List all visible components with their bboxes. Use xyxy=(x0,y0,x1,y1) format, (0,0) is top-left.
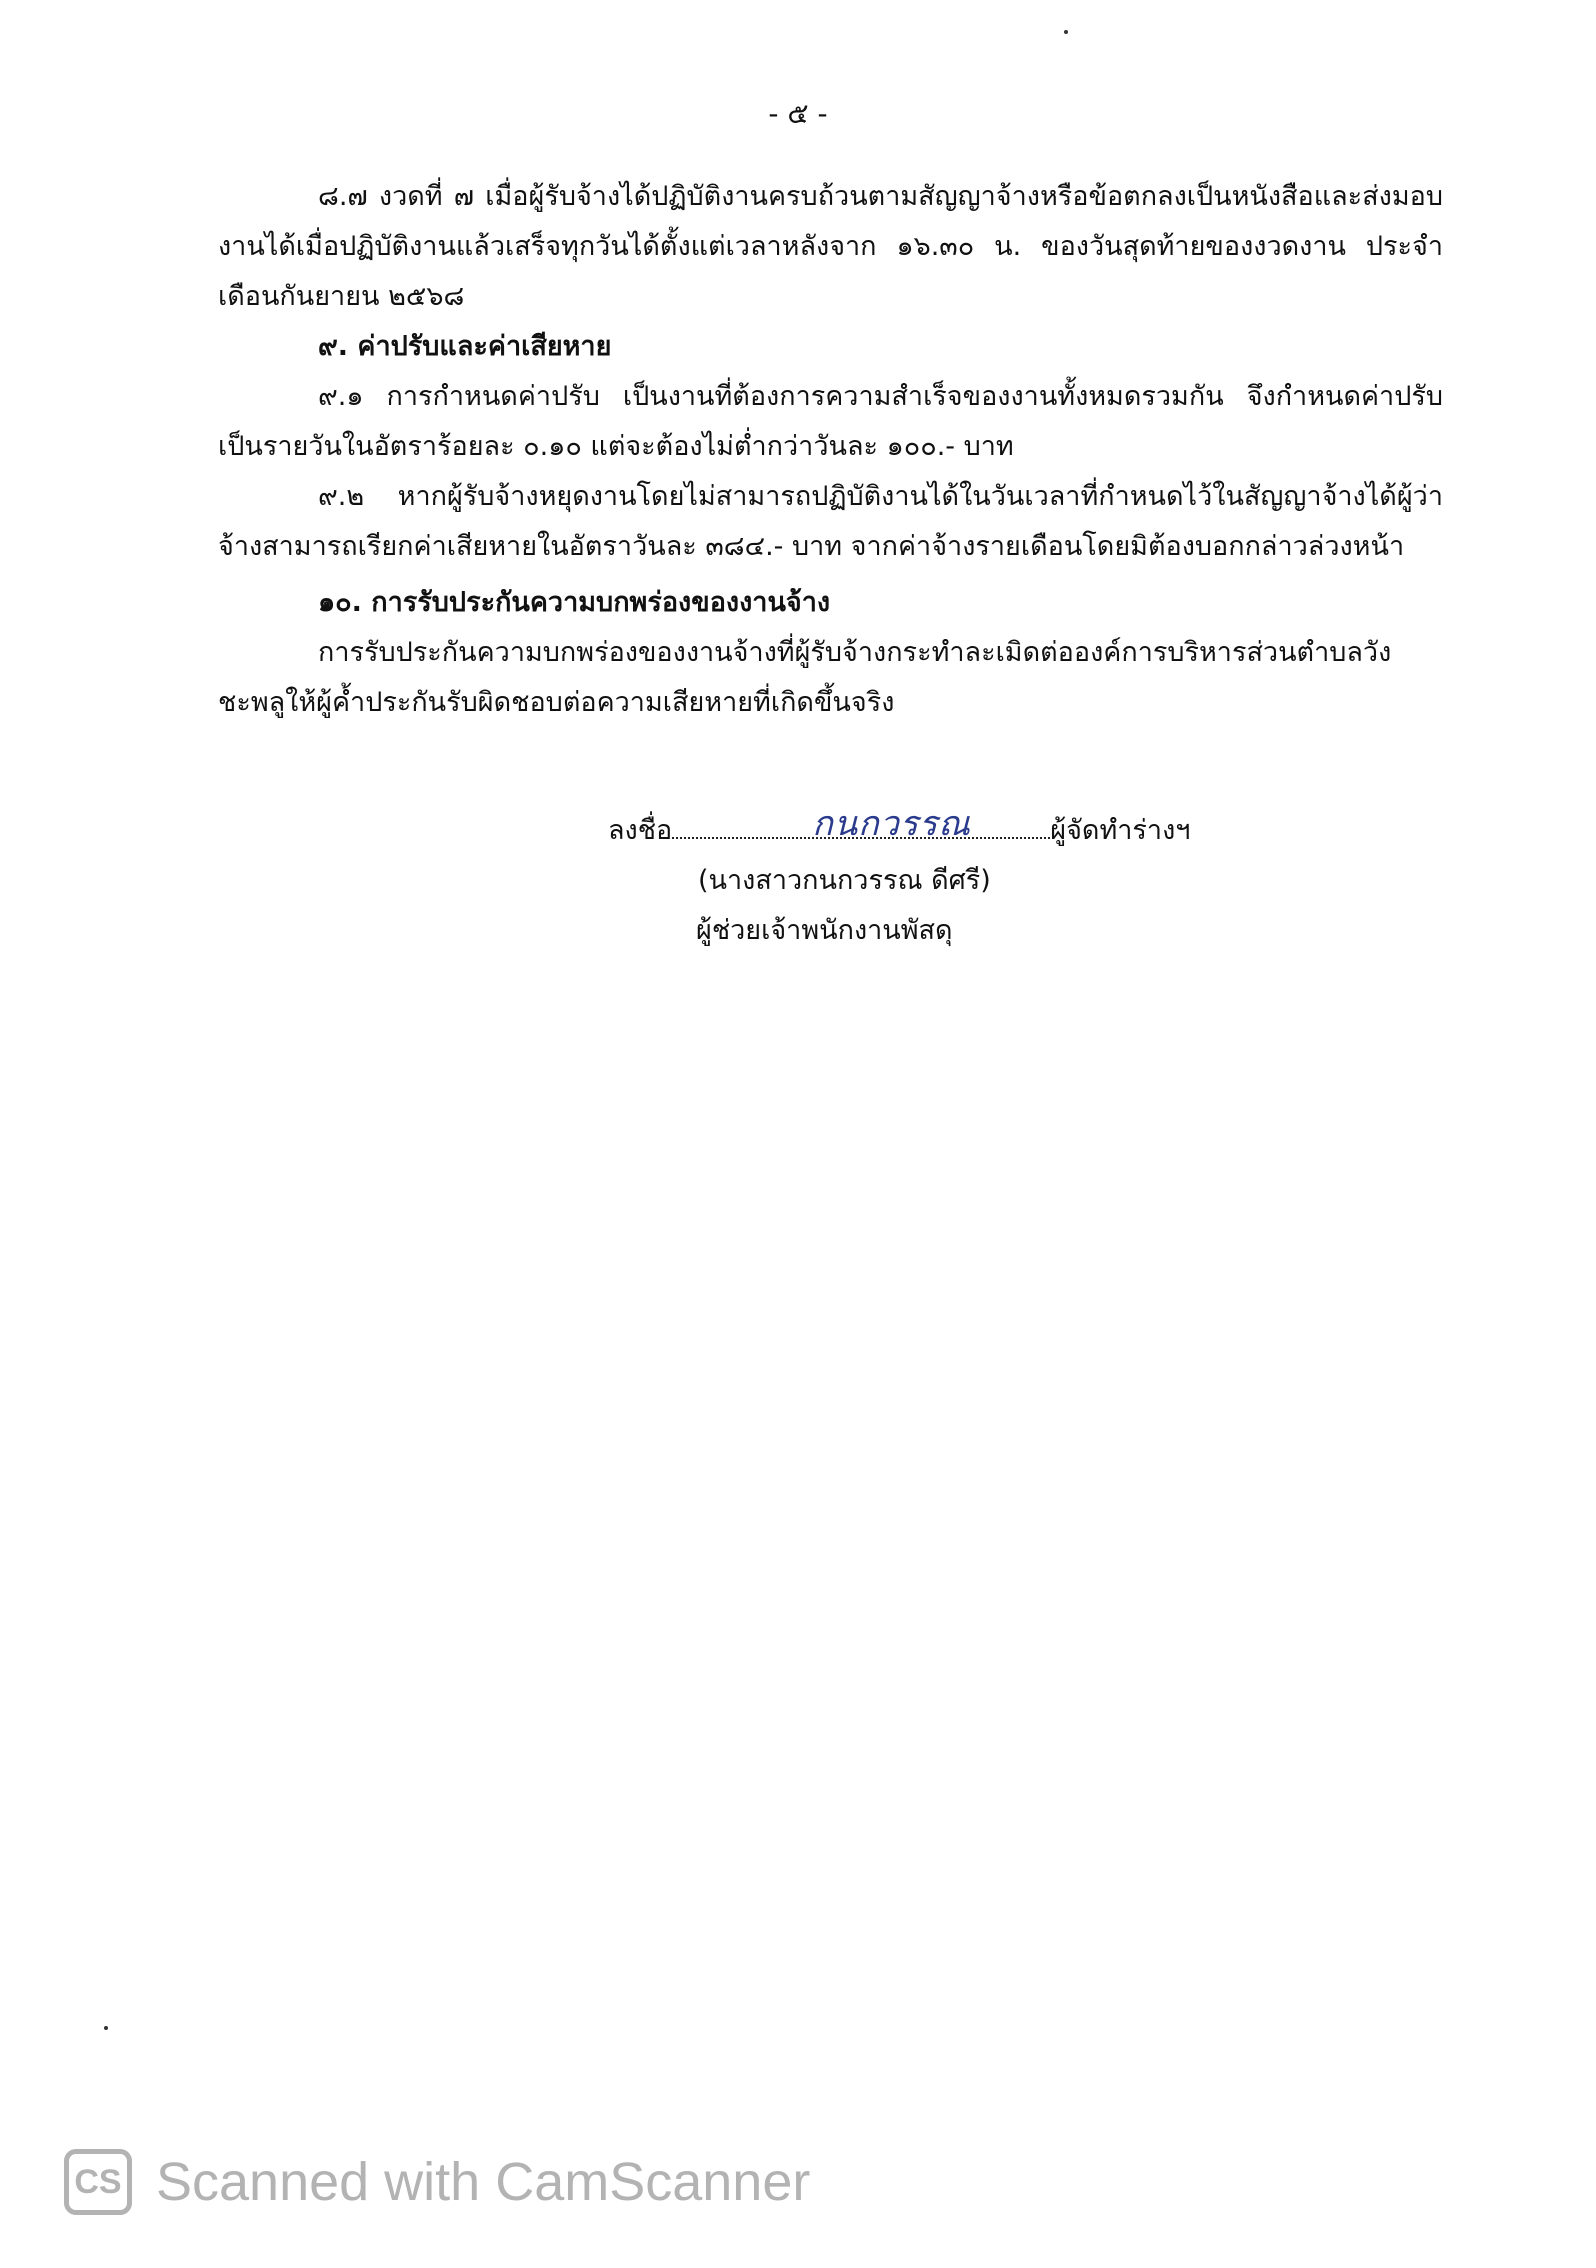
signer-name: (นางสาวกนกวรรณ ดีศรี) xyxy=(698,865,991,896)
signature-dotted-line xyxy=(672,804,1050,844)
signature-line xyxy=(608,804,1191,856)
camscanner-text: Scanned with CamScanner xyxy=(156,2152,811,2212)
scan-speck xyxy=(1064,30,1068,34)
clause-8-7: ๘.๗ งวดที่ ๗ เมื่อผู้รับจ้างได้ปฏิบัติงานครบถ้วนตามสัญญาจ้างหรือข้อตกลงเป็นหนังสือและส่งมอบงานได้เมื่อปฏิบัติงานแล้วเสร็จทุกวันได้ตั้งแต่เวลาหลังจาก ๑๖.๓๐ น. ของวันสุดท้ายของงวดงาน ประจำเดือนกันยายน ๒๕๖๘ xyxy=(218,181,1443,312)
clause-9-2: ๙.๒ หากผู้รับจ้างหยุดงานโดยไม่สามารถปฏิบัติงานได้ในวันเวลาที่กำหนดไว้ในสัญญาจ้างได้ผู้ว่าจ้างสามารถเรียกค่าเสียหายในอัตราวันละ ๓๘๔.- บาท จากค่าจ้างรายเดือนโดยมิต้องบอกกล่าวล่วงหน้า xyxy=(218,481,1443,562)
signer-title: ผู้ช่วยเจ้าพนักงานพัสดุ xyxy=(696,915,953,946)
document-body xyxy=(218,172,1443,728)
camscanner-logo-icon: CS xyxy=(64,2149,132,2215)
signature-block xyxy=(608,804,1191,956)
scan-speck xyxy=(104,2026,108,2030)
clause-9-1: ๙.๑ การกำหนดค่าปรับ เป็นงานที่ต้องการความสำเร็จของงานทั้งหมดรวมกัน จึงกำหนดค่าปรับเป็นรายวันในอัตราร้อยละ ๐.๑๐ แต่จะต้องไม่ต่ำกว่าวันละ ๑๐๐.- บาท xyxy=(218,381,1443,462)
clause-10-body: การรับประกันความบกพร่องของงานจ้างที่ผู้รับจ้างกระทำละเมิดต่อองค์การบริหารส่วนตำบลวังชะพลูให้ผู้ค้ำประกันรับผิดชอบต่อความเสียหายที่เกิดขึ้นจริง xyxy=(218,637,1392,718)
section-9-heading: ๙. ค่าปรับและค่าเสียหาย xyxy=(318,331,612,362)
signature-prefix: ลงชื่อ xyxy=(608,815,673,846)
section-10-heading: ๑๐. การรับประกันความบกพร่องของงานจ้าง xyxy=(318,587,831,618)
handwritten-signature: กนกวรรณ xyxy=(812,804,971,844)
signature-role: ผู้จัดทำร่างฯ xyxy=(1050,815,1191,846)
page-number: - ๕ - xyxy=(768,97,828,130)
camscanner-watermark xyxy=(64,2146,810,2218)
